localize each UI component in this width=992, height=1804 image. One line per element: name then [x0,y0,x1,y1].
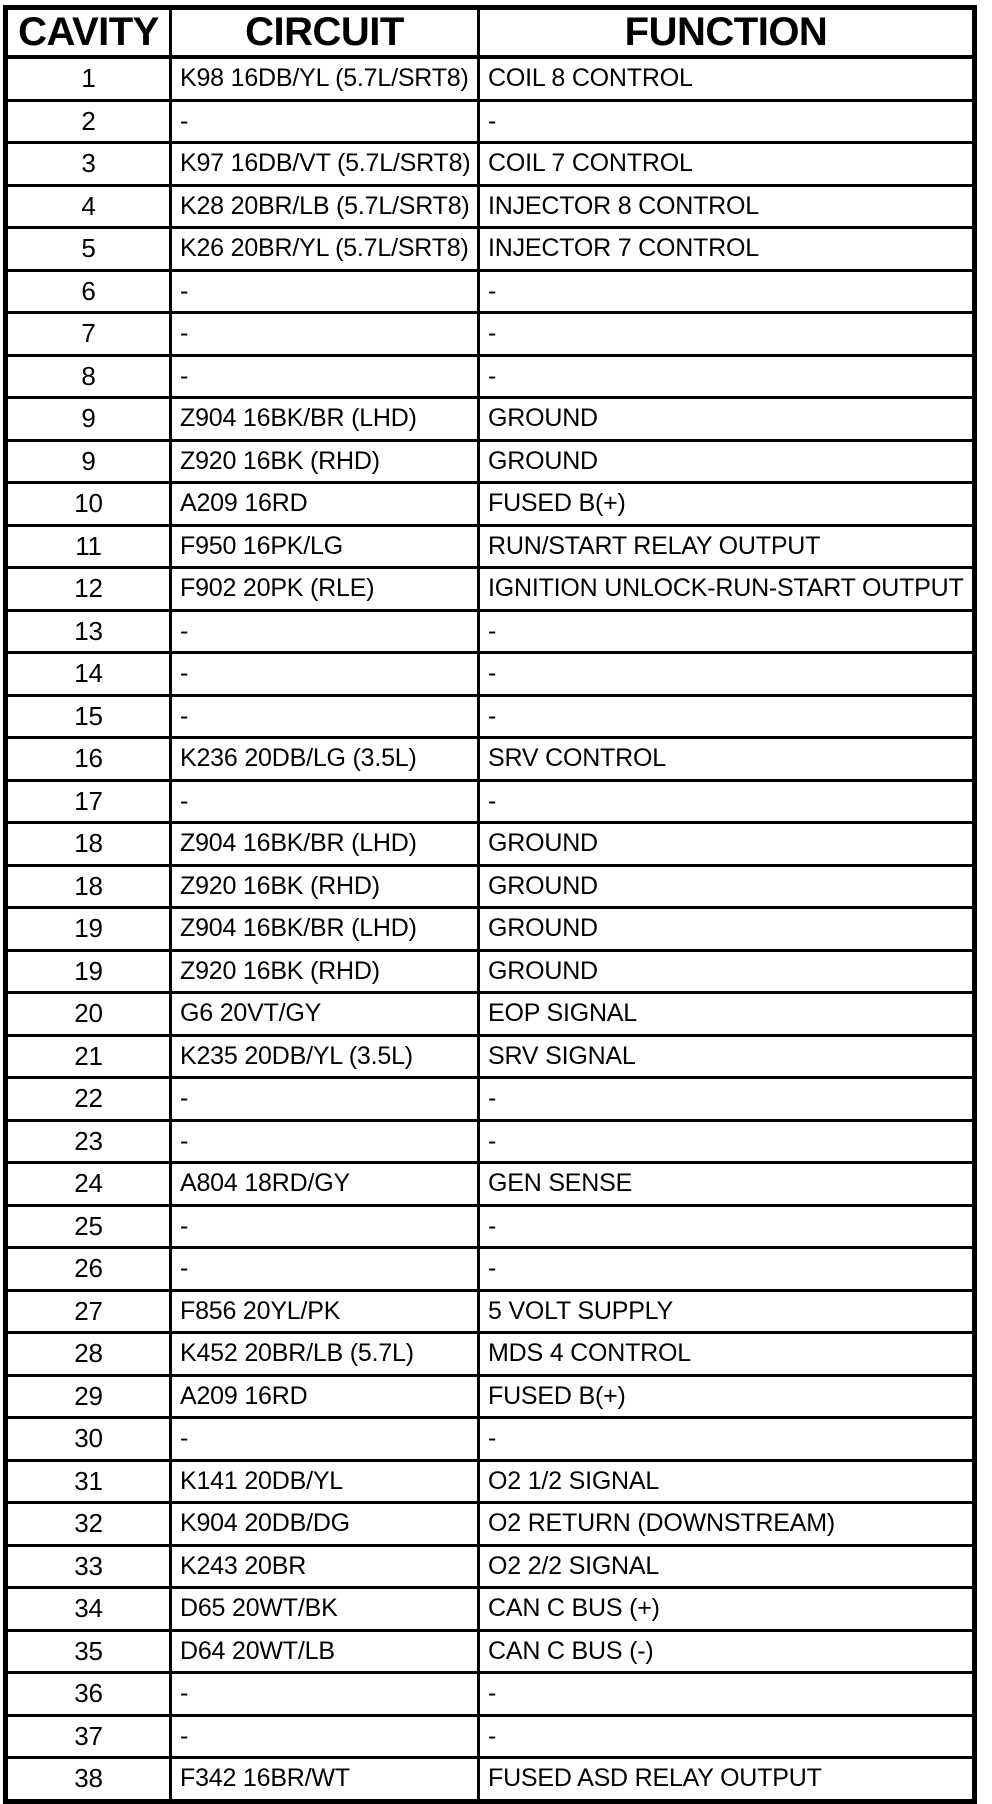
table-row [6,228,975,271]
function-cell: - [479,313,975,356]
table-row [6,1503,975,1546]
table-row [6,1205,975,1248]
table-row [6,1290,975,1333]
cavity-cell: 34 [6,1588,171,1631]
circuit-cell: K235 20DB/YL (3.5L) [171,1035,479,1078]
header-row [6,8,975,58]
table-row [6,1375,975,1418]
table-row [6,823,975,866]
circuit-cell: D64 20WT/LB [171,1630,479,1673]
circuit-cell: - [171,355,479,398]
function-cell: CAN C BUS (-) [479,1630,975,1673]
cavity-cell: 26 [6,1248,171,1291]
function-cell: - [479,100,975,143]
function-cell: COIL 7 CONTROL [479,143,975,186]
table-row [6,1078,975,1121]
circuit-cell: - [171,780,479,823]
circuit-cell: A804 18RD/GY [171,1163,479,1206]
cavity-cell: 31 [6,1460,171,1503]
function-cell: FUSED B(+) [479,1375,975,1418]
cavity-cell: 11 [6,525,171,568]
function-cell: CAN C BUS (+) [479,1588,975,1631]
cavity-cell: 32 [6,1503,171,1546]
circuit-cell: A209 16RD [171,1375,479,1418]
table-row [6,653,975,696]
cavity-cell: 25 [6,1205,171,1248]
function-cell: EOP SIGNAL [479,993,975,1036]
table-row [6,1545,975,1588]
cavity-cell: 30 [6,1418,171,1461]
cavity-cell: 33 [6,1545,171,1588]
cavity-cell: 4 [6,185,171,228]
circuit-cell: - [171,1715,479,1758]
table-row [6,1120,975,1163]
table-body [6,57,975,1801]
table-row [6,185,975,228]
circuit-cell: - [171,1205,479,1248]
cavity-cell: 5 [6,228,171,271]
cavity-cell: 20 [6,993,171,1036]
circuit-cell: - [171,1120,479,1163]
function-cell: O2 1/2 SIGNAL [479,1460,975,1503]
circuit-cell: K243 20BR [171,1545,479,1588]
circuit-cell: - [171,653,479,696]
function-cell: - [479,1078,975,1121]
function-cell: GEN SENSE [479,1163,975,1206]
cavity-cell: 8 [6,355,171,398]
function-cell: GROUND [479,823,975,866]
circuit-cell: F856 20YL/PK [171,1290,479,1333]
cavity-cell: 22 [6,1078,171,1121]
circuit-cell: Z920 16BK (RHD) [171,865,479,908]
function-cell: - [479,1418,975,1461]
circuit-cell: - [171,1418,479,1461]
function-cell: FUSED ASD RELAY OUTPUT [479,1758,975,1802]
circuit-cell: Z904 16BK/BR (LHD) [171,823,479,866]
function-cell: 5 VOLT SUPPLY [479,1290,975,1333]
function-cell: GROUND [479,908,975,951]
table-row [6,143,975,186]
function-cell: IGNITION UNLOCK-RUN-START OUTPUT [479,568,975,611]
cavity-cell: 10 [6,483,171,526]
circuit-cell: - [171,1673,479,1716]
function-cell: FUSED B(+) [479,483,975,526]
circuit-cell: F342 16BR/WT [171,1758,479,1802]
function-cell: - [479,1205,975,1248]
table-row [6,270,975,313]
function-cell: RUN/START RELAY OUTPUT [479,525,975,568]
circuit-cell: - [171,610,479,653]
cavity-cell: 12 [6,568,171,611]
table-row [6,440,975,483]
circuit-cell: K452 20BR/LB (5.7L) [171,1333,479,1376]
circuit-cell: - [171,100,479,143]
circuit-cell: K98 16DB/YL (5.7L/SRT8) [171,57,479,100]
cavity-cell: 16 [6,738,171,781]
function-cell: - [479,1673,975,1716]
function-cell: COIL 8 CONTROL [479,57,975,100]
function-cell: SRV CONTROL [479,738,975,781]
circuit-cell: K904 20DB/DG [171,1503,479,1546]
cavity-cell: 35 [6,1630,171,1673]
table-row [6,1418,975,1461]
function-cell: O2 2/2 SIGNAL [479,1545,975,1588]
circuit-cell: Z904 16BK/BR (LHD) [171,908,479,951]
cavity-cell: 37 [6,1715,171,1758]
function-cell: GROUND [479,950,975,993]
circuit-cell: A209 16RD [171,483,479,526]
circuit-cell: - [171,1248,479,1291]
table-row [6,525,975,568]
circuit-cell: K236 20DB/LG (3.5L) [171,738,479,781]
column-header-cavity: CAVITY [6,8,171,58]
cavity-cell: 29 [6,1375,171,1418]
cavity-cell: 13 [6,610,171,653]
table-row [6,1715,975,1758]
circuit-cell: - [171,1078,479,1121]
function-cell: - [479,1120,975,1163]
circuit-cell: K26 20BR/YL (5.7L/SRT8) [171,228,479,271]
function-cell: - [479,355,975,398]
function-cell: GROUND [479,440,975,483]
function-cell: - [479,610,975,653]
cavity-cell: 19 [6,950,171,993]
cavity-cell: 1 [6,57,171,100]
cavity-cell: 36 [6,1673,171,1716]
function-cell: MDS 4 CONTROL [479,1333,975,1376]
cavity-cell: 27 [6,1290,171,1333]
cavity-cell: 14 [6,653,171,696]
function-cell: - [479,1248,975,1291]
function-cell: - [479,780,975,823]
cavity-cell: 2 [6,100,171,143]
function-cell: - [479,270,975,313]
cavity-cell: 28 [6,1333,171,1376]
table-row [6,1035,975,1078]
table-row [6,1673,975,1716]
column-header-function: FUNCTION [479,8,975,58]
circuit-cell: Z920 16BK (RHD) [171,440,479,483]
table-row [6,57,975,100]
circuit-cell: F902 20PK (RLE) [171,568,479,611]
table-row [6,695,975,738]
table-row [6,1758,975,1802]
cavity-cell: 17 [6,780,171,823]
cavity-cell: 18 [6,865,171,908]
table-row [6,1248,975,1291]
cavity-cell: 24 [6,1163,171,1206]
circuit-cell: - [171,313,479,356]
table-row [6,1163,975,1206]
table-row [6,398,975,441]
circuit-cell: K141 20DB/YL [171,1460,479,1503]
circuit-cell: K97 16DB/VT (5.7L/SRT8) [171,143,479,186]
table-row [6,568,975,611]
cavity-cell: 3 [6,143,171,186]
table-row [6,610,975,653]
circuit-cell: F950 16PK/LG [171,525,479,568]
cavity-cell: 9 [6,440,171,483]
cavity-cell: 6 [6,270,171,313]
cavity-cell: 9 [6,398,171,441]
circuit-cell: Z920 16BK (RHD) [171,950,479,993]
table-row [6,1460,975,1503]
circuit-cell: K28 20BR/LB (5.7L/SRT8) [171,185,479,228]
table-row [6,100,975,143]
function-cell: INJECTOR 8 CONTROL [479,185,975,228]
cavity-cell: 21 [6,1035,171,1078]
cavity-cell: 18 [6,823,171,866]
table-row [6,313,975,356]
function-cell: - [479,653,975,696]
function-cell: GROUND [479,865,975,908]
cavity-cell: 23 [6,1120,171,1163]
table-row [6,865,975,908]
table-row [6,1630,975,1673]
cavity-cell: 7 [6,313,171,356]
circuit-cell: Z904 16BK/BR (LHD) [171,398,479,441]
cavity-cell: 38 [6,1758,171,1802]
function-cell: O2 RETURN (DOWNSTREAM) [479,1503,975,1546]
table-row [6,483,975,526]
table-row [6,780,975,823]
table-row [6,950,975,993]
cavity-cell: 15 [6,695,171,738]
table-row [6,1588,975,1631]
circuit-cell: - [171,695,479,738]
circuit-cell: D65 20WT/BK [171,1588,479,1631]
function-cell: INJECTOR 7 CONTROL [479,228,975,271]
table-row [6,993,975,1036]
function-cell: - [479,695,975,738]
table-row [6,738,975,781]
function-cell: GROUND [479,398,975,441]
circuit-cell: - [171,270,479,313]
function-cell: SRV SIGNAL [479,1035,975,1078]
table-row [6,1333,975,1376]
table-row [6,908,975,951]
table-row [6,355,975,398]
column-header-circuit: CIRCUIT [171,8,479,58]
function-cell: - [479,1715,975,1758]
cavity-cell: 19 [6,908,171,951]
connector-pinout-table [3,5,977,1804]
circuit-cell: G6 20VT/GY [171,993,479,1036]
